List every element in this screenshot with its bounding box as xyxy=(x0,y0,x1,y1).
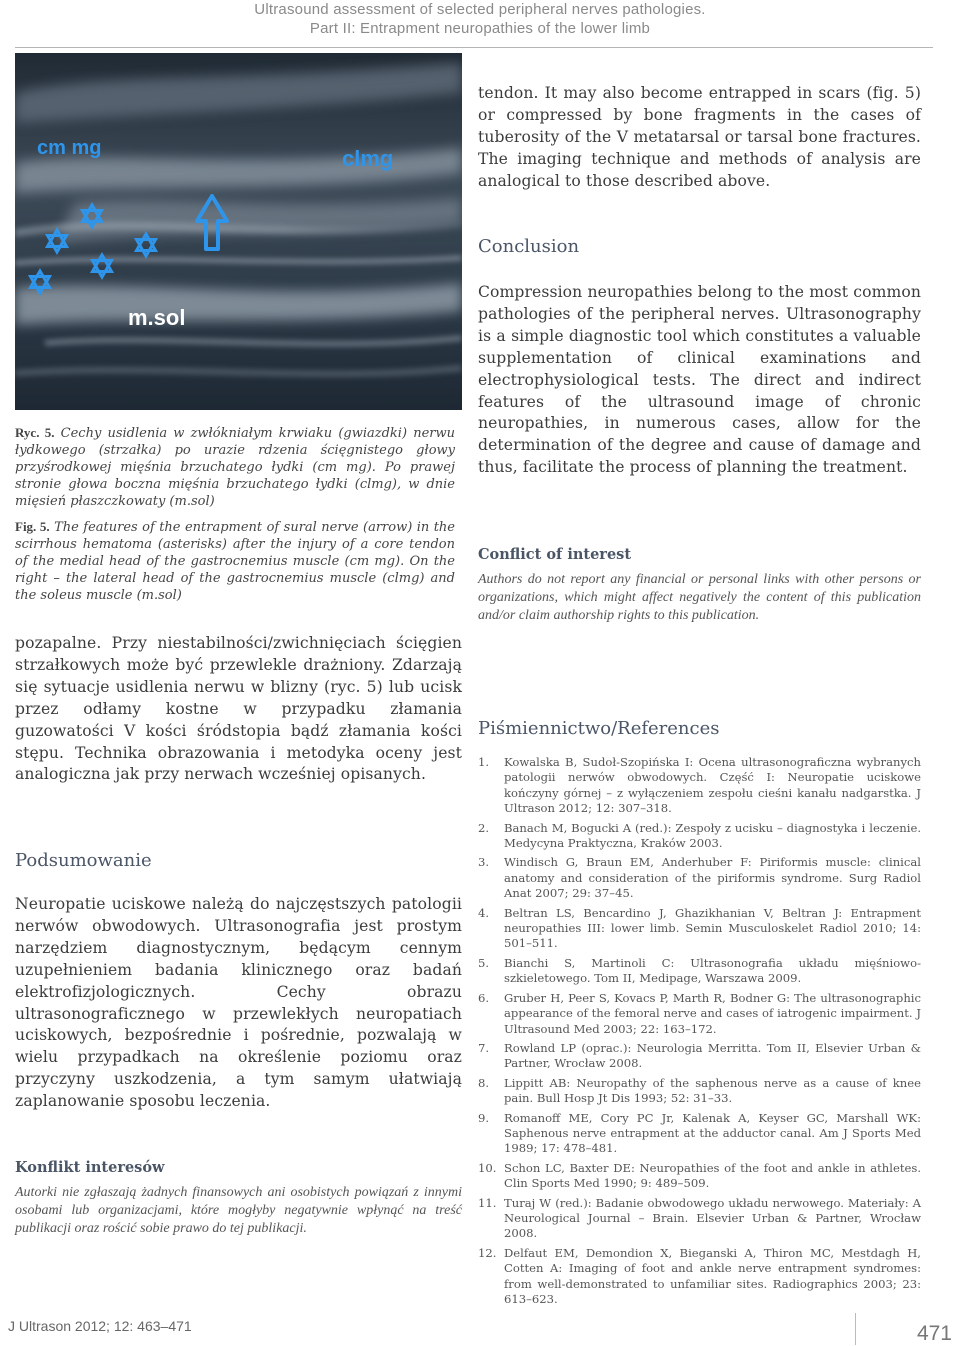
conflict-text: Authors do not report any financial or personal links with other persons or organizations, which might affect negatively the content of this publication and/or claim authorship rights to this publication. xyxy=(478,572,921,623)
running-header-line2: Part II: Entrapment neuropathies of the lower limb xyxy=(309,20,651,37)
reference-text: Delfaut EM, Demondion X, Bieganski A, Thiron MC, Mestdagh H, Cotten A: Imaging of foot and ankle nerve entrapment syndromes: from well-demonstrated to unfamiliar sites. Radiographics 2003; 23: 613–623. xyxy=(504,1245,921,1306)
summary-section xyxy=(15,850,462,871)
reference-text: Gruber H, Peer S, Kovacs P, Marth R, Bodner G: The ultrasonographic appearance of the femoral nerve and cases of iatrogenic impairment. J Ultrasound Med 2003; 22: 163–172. xyxy=(504,990,921,1036)
references-list-wrap xyxy=(478,755,921,1311)
reference-item xyxy=(478,1041,921,1072)
header-divider xyxy=(15,47,933,48)
conflict-section-pl xyxy=(15,1159,462,1176)
caption-label: Ryc. 5. xyxy=(15,425,55,440)
caption-text: The features of the entrapment of sural nerve (arrow) in the scirrhous hematoma (asterisks) after the injury of a core tendon of the medial head of the gastrocnemius muscle (cm mg). On the right – the lateral head of the gastrocnemius muscle (clmg) and the soleus muscle (m.sol) xyxy=(15,520,455,603)
summary-body xyxy=(15,894,462,1113)
reference-item xyxy=(478,1246,921,1308)
page-number: 471 xyxy=(916,1322,952,1345)
reference-text: Beltran LS, Bencardino J, Ghazikhanian V, Beltran J: Entrapment neuropathies III: lower limb. Semin Musculoskelet Radiol 2010; 14: 501–511. xyxy=(504,905,921,951)
reference-item xyxy=(478,1076,921,1107)
reference-item xyxy=(478,991,921,1037)
reference-number: 1. xyxy=(478,755,490,769)
right-column xyxy=(478,83,921,193)
journal-citation: J Ultrason 2012; 12: 463–471 xyxy=(8,1318,192,1334)
reference-number: 4. xyxy=(478,905,490,920)
reference-item xyxy=(478,906,921,952)
reference-number: 9. xyxy=(478,1110,490,1125)
reference-text: Schon LC, Baxter DE: Neuropathies of the foot and ankle in athletes. Clin Sports Med 1990; 9: 489–509. xyxy=(504,1160,921,1191)
reference-number: 5. xyxy=(478,955,490,970)
reference-text: Turaj W (red.): Badanie obwodowego układu nerwowego. Materiały: A Neurological Journal – Brain. Elsevier Urban & Partner, Wrocław 2008. xyxy=(504,1195,921,1241)
label-cm-mg: cm mg xyxy=(37,137,102,159)
section-heading: Piśmiennictwo/References xyxy=(478,718,720,739)
figure-caption-english xyxy=(15,518,455,604)
reference-text: Kowalska B, Sudoł-Szopińska I: Ocena ultrasonograficzna wybranych patologii nerwów obwodowych. Część I: Neuropatie uciskowe kończyny górnej – z wyłączeniem zespołu cieśni kanału nadgarstka. J Ultrason 2012; 12: 307–318. xyxy=(504,755,921,816)
conclusion-section xyxy=(478,236,921,257)
reference-item xyxy=(478,1196,921,1242)
footer-divider xyxy=(855,1313,856,1345)
reference-number: 6. xyxy=(478,990,490,1005)
label-clmg: clmg xyxy=(342,146,394,171)
body-paragraph: Neuropatie uciskowe należą do najczęstszych patologii nerwów obwodowych. Ultrasonografia jest prostym narzędziem diagnostycznym, będącym cennym uzupełnieniem badania klinicznego oraz badań elektrofizjologicznych. Cechy obrazu ultrasonograficznego w przewlekłych neuropatiach uciskowych, bezpośrednie i pośrednie, pozwalają w wielu przypadkach na określenie poziomu oraz przyczyny uszkodzenia, a tym samym ułatwiają zaplanowanie sposobu leczenia. xyxy=(15,895,462,1111)
body-paragraph: pozapalne. Przy niestabilności/zwichnięciach ścięgien strzałkowych może być przewlekle drażniony. Zdarzają się sytuacje usidlenia nerwu w blizny (ryc. 5) lub ucisk przez odłamy kostne w przypadku złamania guzowatości V kości śródstopia bądź złamania kości stępu. Technika obrazowania i metodyka oceny jest analogiczna jak przy nerwach wcześniej opisanych. xyxy=(15,634,462,784)
left-column xyxy=(15,633,462,786)
section-heading: Konflikt interesów xyxy=(15,1159,165,1176)
references-list xyxy=(478,755,921,1307)
reference-number: 11. xyxy=(478,1195,497,1210)
reference-text: Windisch G, Braun EM, Anderhuber F: Piriformis muscle: clinical anatomy and consideration of the piriformis syndrome. Surg Radiol Anat 2007; 29: 37–45. xyxy=(504,855,921,901)
reference-text: Banach M, Bogucki A (red.): Zespoły z ucisku – diagnostyka i leczenie. Medycyna Praktyczna, Kraków 2003. xyxy=(504,820,921,851)
figure-caption-polish xyxy=(15,424,455,510)
reference-number: 7. xyxy=(478,1040,490,1055)
reference-number: 3. xyxy=(478,855,490,870)
reference-text: Rowland LP (oprac.): Neurologia Merritta. Tom II, Elsevier Urban & Partner, Wrocław 2008. xyxy=(504,1040,921,1071)
reference-item xyxy=(478,1161,921,1192)
conflict-body-en xyxy=(478,571,921,625)
references-section xyxy=(478,718,921,739)
reference-text: Lippitt AB: Neuropathy of the saphenous nerve as a cause of knee pain. Bull Hosp Jt Dis 1993; 52: 31–33. xyxy=(504,1075,921,1106)
reference-item xyxy=(478,956,921,987)
reference-item xyxy=(478,755,921,817)
ultrasound-figure xyxy=(15,53,462,410)
section-heading: Conclusion xyxy=(478,236,580,257)
running-header xyxy=(0,0,960,38)
section-heading: Podsumowanie xyxy=(15,850,152,871)
ultrasound-image xyxy=(15,53,462,410)
section-heading: Conflict of interest xyxy=(478,546,632,563)
reference-item xyxy=(478,821,921,852)
reference-text: Romanoff ME, Cory PC Jr, Kalenak A, Keyser GC, Marshall WK: Saphenous nerve entrapment at the adductor canal. Am J Sports Med 1989; 17: 478–481. xyxy=(504,1110,921,1156)
conclusion-body xyxy=(478,282,921,479)
caption-text: Cechy usidlenia w zwłókniałym krwiaku (gwiazdki) nerwu łydkowego (strzałka) po urazie rdzenia ścięgnistego głowy przyśrodkowej mięśnia brzuchatego łydki (cm mg). Po prawej stronie głowa boczna mięśnia brzuchatego łydki (clmg), w dnie mięsień płaszczkowaty (m.sol) xyxy=(15,426,455,509)
conflict-text: Autorki nie zgłaszają żadnych finansowych ani osobistych powiązań z innymi osobami lub organizacjami, które mogłyby negatywnie wpłynąć na treść publikacji oraz rościć sobie prawo do tej publikacji. xyxy=(15,1185,462,1236)
caption-label: Fig. 5. xyxy=(15,519,50,534)
conflict-section-en xyxy=(478,546,921,563)
body-paragraph: Compression neuropathies belong to the most common pathologies of the peripheral nerves. Ultrasonography is a simple diagnostic tool which constitutes a valuable supplementation of clinical examinations and electrophysiological tests. The direct and indirect features of the ultrasound image of chronic neuropathies, in numerous cases, allow for the determination of the degree and cause of damage and thus, facilitate the process of planning the treatment. xyxy=(478,283,921,477)
reference-text: Bianchi S, Martinoli C: Ultrasonografia układu mięśniowo-szkieletowego. Tom II, Medipage, Warszawa 2009. xyxy=(504,955,921,986)
running-header-line1: Ultrasound assessment of selected peripheral nerves pathologies. xyxy=(254,1,706,18)
body-paragraph: tendon. It may also become entrapped in scars (fig. 5) or compressed by bone fragments in the cases of tuberosity of the V metatarsal or tarsal bone fractures. The imaging technique and methods of analysis are analogical to those described above. xyxy=(478,84,921,190)
reference-number: 2. xyxy=(478,820,490,835)
reference-item xyxy=(478,1111,921,1157)
reference-number: 12. xyxy=(478,1245,497,1260)
conflict-body-pl xyxy=(15,1184,462,1238)
reference-item xyxy=(478,855,921,901)
reference-number: 10. xyxy=(478,1160,497,1175)
label-msol: m.sol xyxy=(128,305,186,330)
reference-number: 8. xyxy=(478,1075,490,1090)
